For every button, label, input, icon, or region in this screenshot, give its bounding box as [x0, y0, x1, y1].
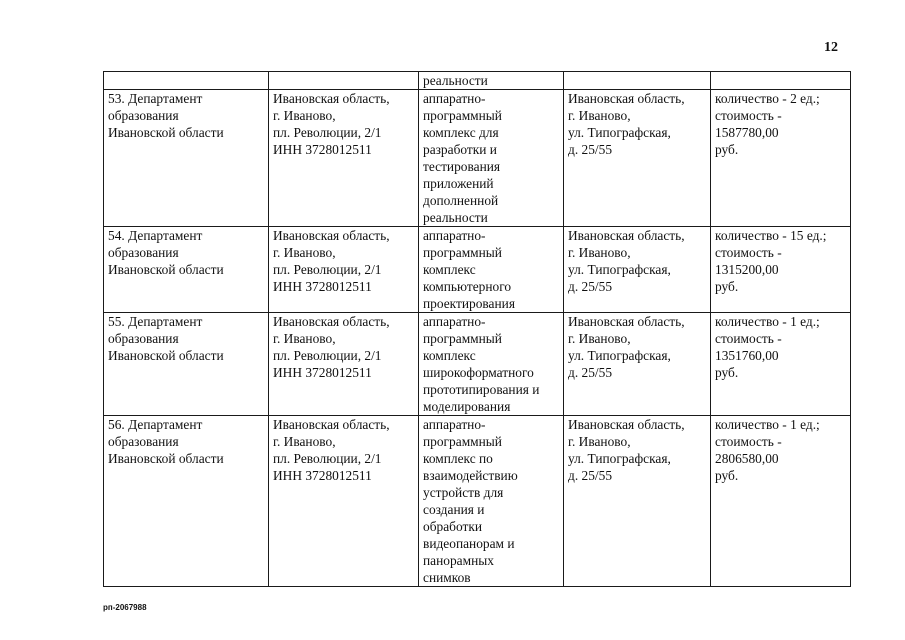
description-cell: реальности	[419, 72, 564, 90]
address-cell: Ивановская область, г. Иваново, пл. Революции, 2/1 ИНН 3728012511	[269, 227, 419, 313]
address-cell: Ивановская область, г. Иваново, пл. Революции, 2/1 ИНН 3728012511	[269, 313, 419, 416]
address-cell: Ивановская область, г. Иваново, пл. Революции, 2/1 ИНН 3728012511	[269, 90, 419, 227]
table-row	[104, 313, 851, 416]
organization-cell: 55. Департамент образования Ивановской области	[104, 313, 269, 416]
quantity-cell	[711, 72, 851, 90]
document-code: рп-2067988	[103, 603, 147, 612]
quantity-cell: количество - 1 ед.; стоимость - 2806580,00 руб.	[711, 416, 851, 587]
organization-cell: 53. Департамент образования Ивановской области	[104, 90, 269, 227]
table-row	[104, 90, 851, 227]
equipment-table	[103, 71, 851, 587]
description-cell: аппаратно- программный комплекс компьютерного проектирования	[419, 227, 564, 313]
organization-cell: 56. Департамент образования Ивановской области	[104, 416, 269, 587]
quantity-cell: количество - 15 ед.; стоимость - 1315200,00 руб.	[711, 227, 851, 313]
location-cell	[564, 72, 711, 90]
location-cell: Ивановская область, г. Иваново, ул. Типографская, д. 25/55	[564, 313, 711, 416]
location-cell: Ивановская область, г. Иваново, ул. Типографская, д. 25/55	[564, 416, 711, 587]
table-row	[104, 416, 851, 587]
description-cell: аппаратно- программный комплекс широкоформатного прототипирования и моделирования	[419, 313, 564, 416]
organization-cell	[104, 72, 269, 90]
address-cell: Ивановская область, г. Иваново, пл. Революции, 2/1 ИНН 3728012511	[269, 416, 419, 587]
table-row-continuation	[104, 72, 851, 90]
organization-cell: 54. Департамент образования Ивановской области	[104, 227, 269, 313]
address-cell	[269, 72, 419, 90]
quantity-cell: количество - 2 ед.; стоимость - 1587780,00 руб.	[711, 90, 851, 227]
description-cell: аппаратно- программный комплекс для разработки и тестирования приложений дополненной реальности	[419, 90, 564, 227]
quantity-cell: количество - 1 ед.; стоимость - 1351760,00 руб.	[711, 313, 851, 416]
description-cell: аппаратно- программный комплекс по взаимодействию устройств для создания и обработки видеопанорам и панорамных снимков	[419, 416, 564, 587]
location-cell: Ивановская область, г. Иваново, ул. Типографская, д. 25/55	[564, 90, 711, 227]
table-row	[104, 227, 851, 313]
page-number: 12	[824, 40, 838, 55]
location-cell: Ивановская область, г. Иваново, ул. Типографская, д. 25/55	[564, 227, 711, 313]
